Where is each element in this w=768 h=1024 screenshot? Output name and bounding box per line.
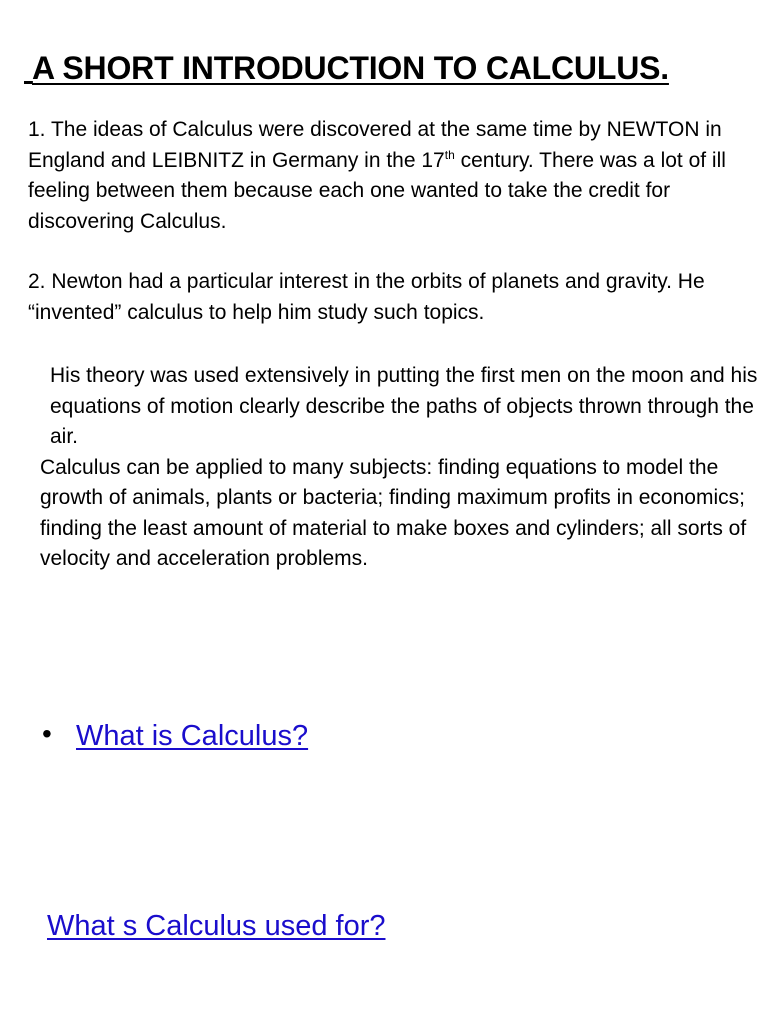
bullet-list-item	[42, 720, 308, 753]
bullet-icon: •	[42, 718, 52, 749]
paragraph-2	[28, 267, 758, 328]
title-row	[24, 50, 754, 87]
link-row	[47, 910, 385, 943]
paragraph-3-text: His theory was used extensively in putting the first men on the moon and his equations of motion clearly describe the paths of objects thrown through the air.	[50, 364, 758, 448]
title-underline-lead	[24, 50, 32, 87]
page-title: A SHORT INTRODUCTION TO CALCULUS.	[32, 50, 669, 86]
what-is-calculus-link[interactable]: What is Calculus?	[76, 720, 309, 752]
paragraph-4-text: Calculus can be applied to many subjects: finding equations to model the growth of animals, plants or bacteria; finding maximum profits in economics; finding the least amount of material to make boxes and cylinders; all sorts of velocity and acceleration problems.	[40, 455, 747, 570]
paragraph-1-text-start: 1. The ideas of Calculus were discovered at the same time by NEWTON in England and LEIBNITZ in Germany in the 17	[28, 118, 722, 172]
ordinal-superscript: th	[444, 147, 455, 162]
paragraph-1-text-end: century. There was a lot of ill feeling between them because each one wanted to take the credit for discovering Calculus.	[28, 148, 726, 233]
paragraph-1	[28, 115, 758, 237]
paragraph-3-group	[28, 361, 758, 575]
paragraph-2-text: 2. Newton had a particular interest in the orbits of planets and gravity. He “invented” calculus to help him study such topics.	[28, 270, 705, 324]
what-calculus-used-for-link[interactable]: What s Calculus used for?	[47, 910, 386, 942]
